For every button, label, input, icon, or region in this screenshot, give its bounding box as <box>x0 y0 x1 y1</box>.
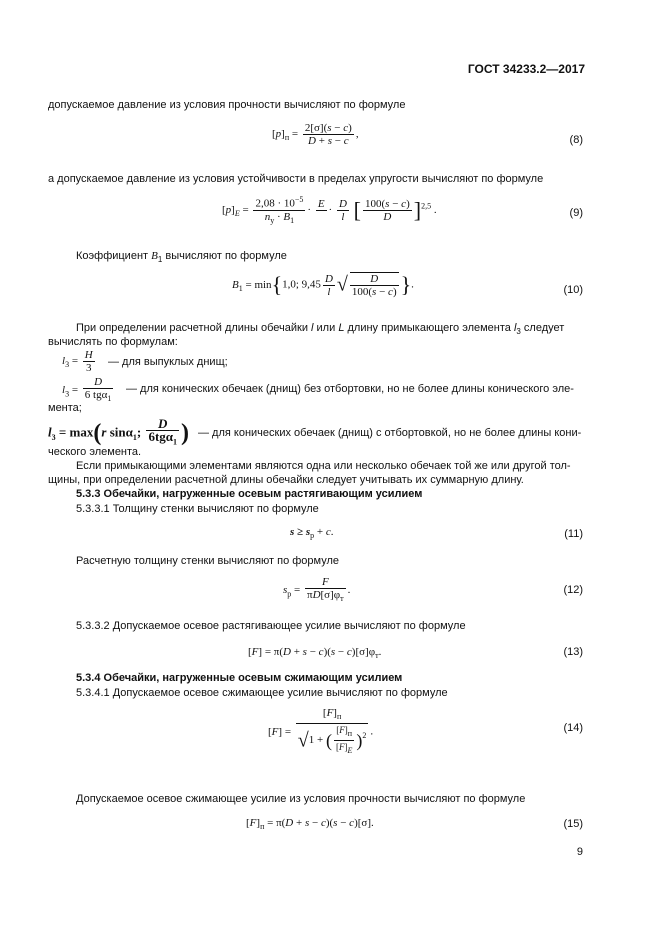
formula-13: $[F] = \pi(D + s - c)(s - c)[\sigma]\varphi_т$. <box>248 646 382 661</box>
formula-9: $[p]_E$ = $\frac{2,08 \cdot 10^{-5}}{n_y \cdot B_1}$ · E · $\frac{D}{l}$ [ $\frac{100(s - c)}{D}$ ]$^{2,5}$ . <box>222 195 437 225</box>
formula-8: $[p]_п$ = $\frac{2[\sigma](s - c)}{D + s - c}$ , <box>272 122 359 147</box>
equation-number: (10) <box>563 284 583 296</box>
formula-11: $s \ge s_p + c$. <box>290 526 334 541</box>
paragraph-text: — для выпуклых днищ; <box>108 356 228 368</box>
formula-12: $s_p$ = $\frac{F}{\pi D[\sigma]\varphi_т}$ . <box>283 576 351 604</box>
paragraph-text: 5.3.3.2 Допускаемое осевое растягивающее усилие вычисляют по формуле <box>76 620 466 632</box>
formula-15: $[F]_п = \pi(D + s - c)(s - c)[\sigma]$. <box>246 817 374 832</box>
equation-number: (11) <box>564 528 583 540</box>
formula-10: $B_1 = \min\{1,0$; 9,45 $\frac{D}{l}$ √ $\frac{D}{100(s - c)}$ }. <box>232 272 414 298</box>
paragraph-text: 5.3.3.1 Толщину стенки вычисляют по формуле <box>76 503 319 515</box>
paragraph-text: а допускаемое давление из условия устойчивости в пределах упругости вычисляют по формуле <box>48 173 544 185</box>
equation-number: (15) <box>563 818 583 830</box>
equation-number: (12) <box>563 584 583 596</box>
equation-number: (13) <box>563 646 583 658</box>
paragraph-text: Расчетную толщину стенки вычисляют по формуле <box>76 555 340 567</box>
paragraph-text: допускаемое давление из условия прочности вычисляют по формуле <box>48 99 406 111</box>
document-header: ГОСТ 34233.2—2017 <box>467 62 585 76</box>
section-heading: 5.3.3 Обечайки, нагруженные осевым растягивающим усилием <box>76 488 423 500</box>
formula-l3-flange: $l_3 = \max(r$ sinα$_1$; $\frac{D}{6tg\alpha_1}$ ) <box>48 416 190 447</box>
paragraph-text: вычислять по формулам: <box>48 336 178 348</box>
section-heading: 5.3.4 Обечайки, нагруженные осевым сжимающим усилием <box>76 672 403 684</box>
paragraph-text: щины, при определении расчетной длины обечайки следует учитывать их суммарную длину. <box>48 474 524 486</box>
formula-l3-cone: $l_3$ = $\frac{D}{6 tg\alpha_1}$ <box>62 376 112 404</box>
paragraph-text: — для конических обечаек (днищ) с отбортовкой, но не более длины кони- <box>198 427 582 439</box>
paragraph-text: Коэффициент $B_1$ вычисляют по формуле <box>76 250 287 265</box>
formula-l3-convex: $l_3$ = $\frac{H}{3}$ <box>62 349 93 374</box>
formula-14: [F] = $[F]_п$ √1 + ( $\frac{[F]_п}{[F]_E}$ )$^2$ . <box>268 707 374 755</box>
equation-number: (9) <box>569 207 583 219</box>
paragraph-text: Допускаемое осевое сжимающее усилие из условия прочности вычисляют по формуле <box>76 793 526 805</box>
paragraph-text: — для конических обечаек (днищ) без отбортовки, но не более длины конического эле- <box>126 383 574 395</box>
paragraph-text: мента; <box>48 402 82 414</box>
paragraph-text: ческого элемента. <box>48 446 142 458</box>
paragraph-text: 5.3.4.1 Допускаемое осевое сжимающее усилие вычисляют по формуле <box>76 687 448 699</box>
paragraph-text: При определении расчетной длины обечайки l или L длину примыкающего элемента $l_3$ следует <box>76 322 565 337</box>
page-number: 9 <box>576 846 583 858</box>
paragraph-text: Если примыкающими элементами являются одна или несколько обечаек той же или другой тол- <box>76 460 571 472</box>
equation-number: (14) <box>563 722 583 734</box>
equation-number: (8) <box>569 134 583 146</box>
